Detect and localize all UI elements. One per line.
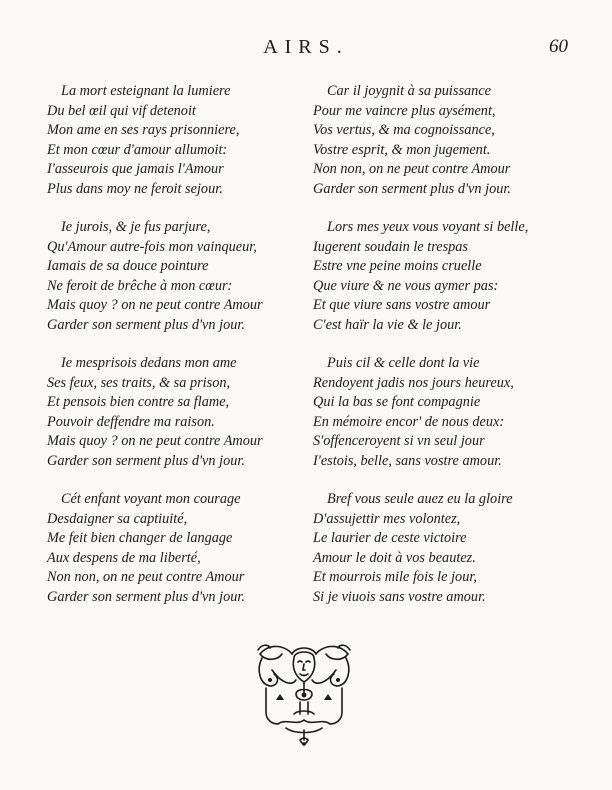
verse-line: Desdaigner sa captiuité, <box>47 510 188 527</box>
verse-line: Ie mesprisois dedans mon ame <box>61 355 237 371</box>
verse-line: Lors mes yeux vous voyant si belle, <box>327 219 529 235</box>
verse-line: Garder son serment plus d'vn jour. <box>47 316 245 333</box>
left-column <box>47 82 307 626</box>
page-number: 60 <box>549 36 568 57</box>
verse-line: Estre vne peine moins cruelle <box>313 258 482 275</box>
verse-line: Car il joygnit à sa puissance <box>327 83 492 99</box>
verse-line: Non non, on ne peut contre Amour <box>47 569 245 586</box>
verse-line: Et mon cœur d'amour allumoit: <box>47 141 228 158</box>
verse-line: Vos vertus, & ma cognoissance, <box>313 122 495 139</box>
verse-line: Garder son serment plus d'vn jour. <box>47 452 245 469</box>
stanza <box>313 82 573 218</box>
verse-line: Le laurier de ceste victoire <box>313 530 467 547</box>
verse-line: Et pensois bien contre sa flame, <box>47 394 230 411</box>
verse-line: Amour le doit à vos beautez. <box>313 549 476 566</box>
verse-line: Iamais de sa douce pointure <box>47 258 209 275</box>
verse-line: Garder son serment plus d'vn jour. <box>47 588 245 605</box>
verse-line: S'offenceroyent si vn seul jour <box>313 433 485 450</box>
verse-line: Plus dans moy ne feroit sejour. <box>47 180 223 197</box>
verse-line: Si je viuois sans vostre amour. <box>313 588 486 605</box>
verse-line: Aux despens de ma liberté, <box>47 549 201 566</box>
stanza <box>47 354 307 490</box>
right-column <box>313 82 573 626</box>
stanza <box>47 82 307 218</box>
verse-line: Garder son serment plus d'vn jour. <box>313 180 511 197</box>
verse-line: I'asseurois que jamais l'Amour <box>47 161 224 178</box>
verse-line: Rendoyent jadis nos jours heureux, <box>313 374 514 391</box>
verse-line: Vostre esprit, & mon jugement. <box>313 141 491 158</box>
verse-line: Et que viure sans vostre amour <box>313 297 491 314</box>
verse-line: Que viure & ne vous aymer pas: <box>313 277 499 294</box>
page-title: AIRS. <box>263 36 349 58</box>
verse-line: Qu'Amour autre-fois mon vainqueur, <box>47 238 257 255</box>
verse-line: Et mourrois mile fois le jour, <box>313 569 477 586</box>
verse-line: Mon ame en ses rays prisonniere, <box>47 122 240 139</box>
verse-line: Mais quoy ? on ne peut contre Amour <box>47 297 263 314</box>
verse-line: Iugerent soudain le trespas <box>313 238 468 255</box>
verse-line: C'est haïr la vie & le jour. <box>313 316 462 333</box>
verse-line: Pour me vaincre plus aysément, <box>313 102 496 119</box>
verse-line: Ie jurois, & je fus parjure, <box>61 219 211 235</box>
verse-line: La mort esteignant la lumiere <box>61 83 231 99</box>
stanza <box>313 354 573 490</box>
verse-line: Ses feux, ses traits, & sa prison, <box>47 374 231 391</box>
verse-line: Qui la bas se font compagnie <box>313 394 481 411</box>
verse-line: Ne feroit de brêche à mon cœur: <box>47 277 233 294</box>
verse-line: Mais quoy ? on ne peut contre Amour <box>47 433 263 450</box>
stanza <box>47 218 307 354</box>
verse-line: Pouvoir deffendre ma raison. <box>47 413 215 430</box>
verse-line: Cét enfant voyant mon courage <box>61 491 241 507</box>
stanza <box>47 490 307 626</box>
verse-line: Puis cil & celle dont la vie <box>327 355 480 371</box>
verse-line: Bref vous seule auez eu la gloire <box>327 491 513 507</box>
verse-line: Non non, on ne peut contre Amour <box>313 161 511 178</box>
stanza <box>313 218 573 354</box>
grotesque-mask-ornament-icon <box>256 640 352 750</box>
verse-line: I'estois, belle, sans vostre amour. <box>313 452 502 469</box>
verse-line: Me feit bien changer de langage <box>47 530 233 547</box>
verse-line: D'assujettir mes volontez, <box>313 510 461 527</box>
stanza <box>313 490 573 626</box>
verse-line: En mémoire encor' de nous deux: <box>313 413 505 430</box>
verse-line: Du bel œil qui vif detenoit <box>47 102 196 119</box>
